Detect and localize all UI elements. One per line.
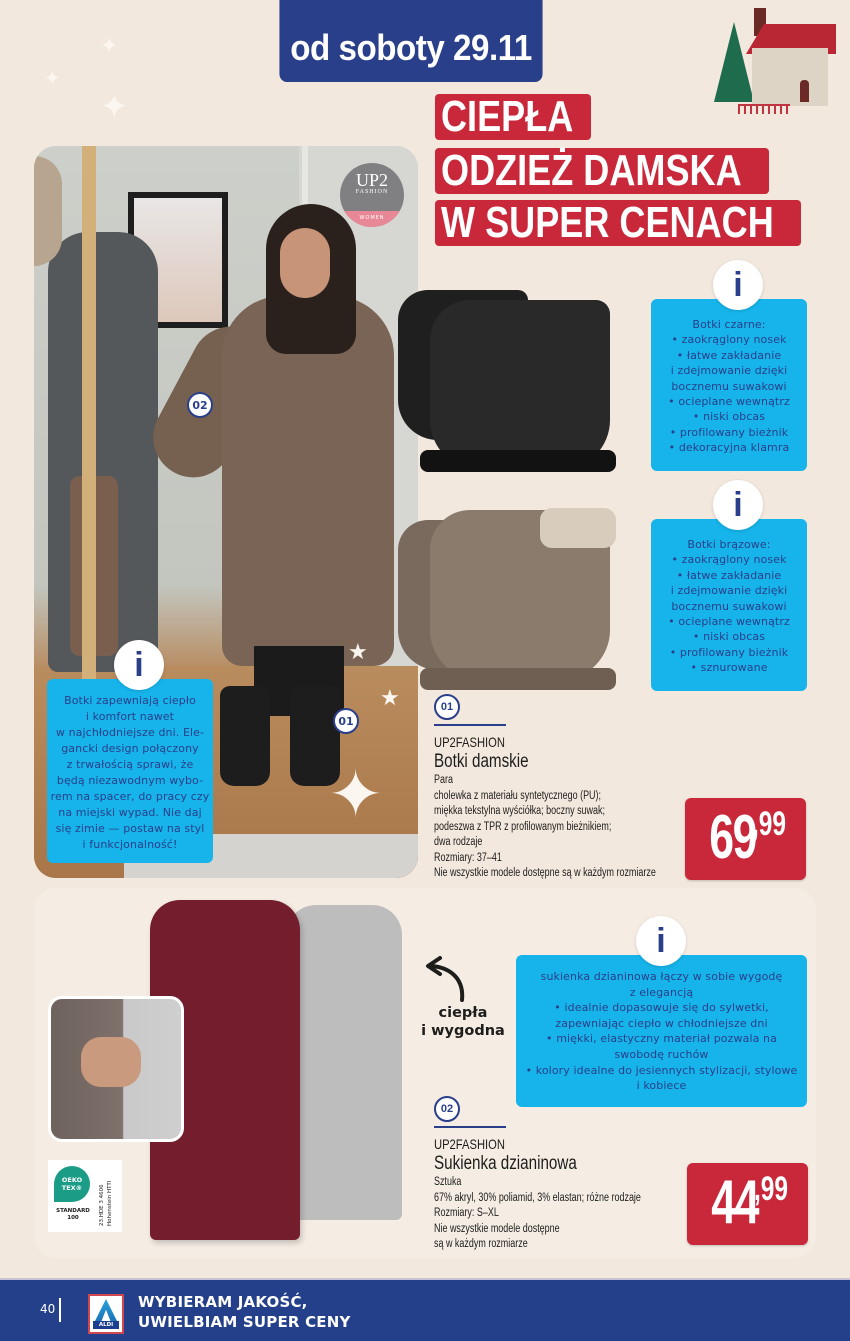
model-face	[280, 228, 330, 298]
product-number-01: 01	[434, 694, 460, 720]
product-brand: UP2FASHION	[434, 1136, 505, 1152]
christmas-tree-illustration	[714, 22, 754, 102]
product-details: Sztuka 67% akryl, 30% poliamid, 3% elastan; różne rodzaje Rozmiary: S–XL Nie wszystkie modele dostępne są w każdym rozmiarze	[434, 1176, 641, 1250]
product-name: Botki damskie	[434, 751, 529, 772]
fence-illustration	[738, 104, 790, 114]
black-boot-image	[430, 300, 610, 470]
date-banner-text: od soboty 29.11	[290, 27, 532, 68]
info-icon: i	[713, 480, 763, 530]
info-box-boots-comfort: Botki zapewniają ciepło i komfort nawet w najchłodniejsze dni. Ele- gancki design połączony z trwałością sprawi, że będą niezawodnym wybo- rem na spacer, do pracy czy na miejski wypad. Nie daj się zimie — postaw na styl i funkcjonalność!	[47, 679, 213, 863]
divider	[434, 1126, 506, 1128]
hand-image	[81, 1037, 141, 1087]
product-01-info	[434, 694, 664, 882]
curved-arrow-icon	[424, 956, 474, 1006]
info-icon: i	[114, 640, 164, 690]
divider	[434, 724, 506, 726]
info-icon: i	[713, 260, 763, 310]
product-marker-01: 01	[333, 708, 359, 734]
grey-dress-image	[286, 905, 402, 1220]
info-box-dress: sukienka dzianinowa łączy w sobie wygodę z elegancją • idealnie dopasowuje się do sylwetki, zapewniając ciepło w chłodniejsze dni • miękki, elastyczny materiał pozwala na swobodę ruchów • kolory idealne do jesiennych stylizacji, stylowe i kobiece	[516, 955, 807, 1107]
coat-rack	[82, 146, 96, 706]
divider	[59, 1298, 61, 1322]
star-decoration: ★	[348, 640, 368, 665]
headline-line-2: ODZIEŻ DAMSKA	[435, 148, 769, 194]
callout-text: ciepła i wygodna	[421, 1005, 505, 1039]
price-tag-dress: 44 ,99	[687, 1163, 808, 1245]
product-details: Para cholewka z materiału syntetycznego (PU); miękka tekstylna wyściółka; boczny suwak; podeszwa z TPR z profilowanym bieżnikiem; dwa rodzaje Rozmiary: 37–41 Nie wszystkie modele dostępne są w każdym rozmiarze	[434, 774, 656, 879]
star-decoration: ✦	[100, 34, 119, 59]
page-number: 40	[40, 1302, 56, 1316]
star-decoration: ★	[380, 686, 400, 711]
headline-line-1: CIEPŁA	[435, 94, 591, 140]
info-box-black-boots: Botki czarne: • zaokrąglony nosek • łatwe zakładanie i zdejmowanie dzięki bocznemu suwakowi • ocieplane wewnątrz • niski obcas • profilowany bieżnik • dekoracyjna klamra	[651, 299, 807, 471]
info-icon: i	[636, 916, 686, 966]
house-illustration	[752, 48, 828, 106]
info-box-brown-boots: Botki brązowe: • zaokrąglony nosek • łatwe zakładanie i zdejmowanie dzięki bocznemu suwakowi • ocieplane wewnątrz • niski obcas • profilowany bieżnik • sznurowane	[651, 519, 807, 691]
house-door-illustration	[800, 80, 809, 102]
oeko-tex-label: OEKO TEX® STANDARD 100 23.HDE 3 4606 Hohenstein HTTI	[48, 1160, 122, 1232]
up2fashion-women-badge: UP2 FASHION WOMEN	[340, 163, 404, 227]
aldi-logo: ALDI	[88, 1294, 124, 1334]
product-marker-02: 02	[187, 392, 213, 418]
product-name: Sukienka dzianinowa	[434, 1153, 577, 1174]
product-02-info	[434, 1096, 684, 1253]
hat	[34, 156, 62, 266]
sparkle-decoration: ✦	[328, 756, 384, 833]
headline-line-3: W SUPER CENACH	[435, 200, 801, 246]
star-decoration: ✦	[44, 66, 61, 90]
footer-slogan: WYBIERAM JAKOŚĆ, UWIELBIAM SUPER CENY	[138, 1293, 351, 1331]
date-banner	[279, 0, 542, 82]
star-decoration: ✦	[100, 87, 129, 127]
footer-bar	[0, 1278, 850, 1341]
fabric-detail-inset	[48, 996, 184, 1142]
price-tag-boots: 69 ,99	[685, 798, 806, 880]
product-number-02: 02	[434, 1096, 460, 1122]
oeko-tex-logo: OEKO TEX®	[54, 1166, 90, 1202]
model-boot-left	[220, 686, 270, 786]
product-brand: UP2FASHION	[434, 734, 505, 750]
